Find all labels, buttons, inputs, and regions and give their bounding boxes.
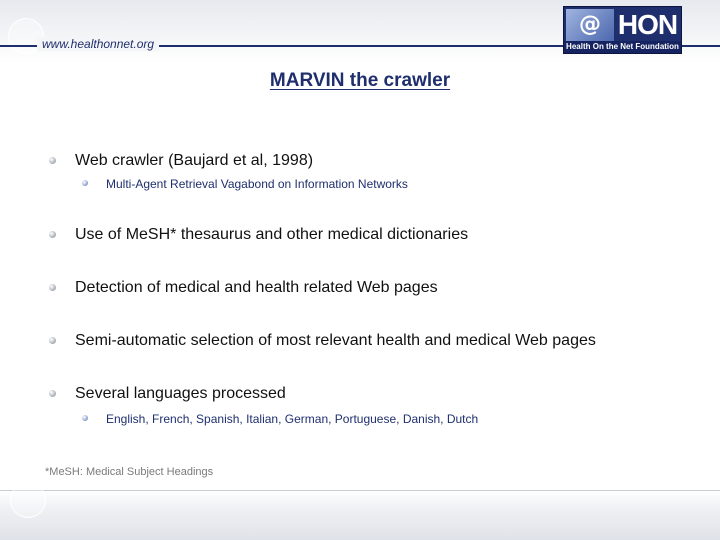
bullet-icon xyxy=(49,390,56,397)
sub-bullet-icon xyxy=(82,415,88,421)
bullet-text: Semi-automatic selection of most relevant health and medical Web pages xyxy=(75,332,596,349)
bullet-icon xyxy=(49,231,56,238)
slide-title: MARVIN the crawler xyxy=(269,70,451,91)
decorative-circle xyxy=(10,482,46,518)
bullet-text: Detection of medical and health related Web pages xyxy=(75,279,438,296)
bullet-text: Use of MeSH* thesaurus and other medical dictionaries xyxy=(75,226,469,243)
bullet-icon xyxy=(49,284,56,291)
logo-subtitle: Health On the Net Foundation xyxy=(564,41,681,53)
sub-bullet-icon xyxy=(82,180,88,186)
sub-bullet-text: English, French, Spanish, Italian, German, Portuguese, Danish, Dutch xyxy=(106,412,479,426)
bullet-icon xyxy=(49,337,56,344)
logo-wordmark: HON xyxy=(617,9,678,40)
bullet-text: Web crawler (Baujard et al, 1998) xyxy=(75,152,314,169)
footer-divider xyxy=(0,490,720,491)
bullet-icon xyxy=(49,157,56,164)
footer-band xyxy=(0,490,720,540)
website-url: www.healthonnet.org xyxy=(37,37,159,51)
at-sign-icon: @ xyxy=(566,9,614,41)
footnote: *MeSH: Medical Subject Headings xyxy=(45,466,214,478)
bullet-text: Several languages processed xyxy=(75,385,286,402)
sub-bullet-text: Multi-Agent Retrieval Vagabond on Information Networks xyxy=(106,177,408,191)
